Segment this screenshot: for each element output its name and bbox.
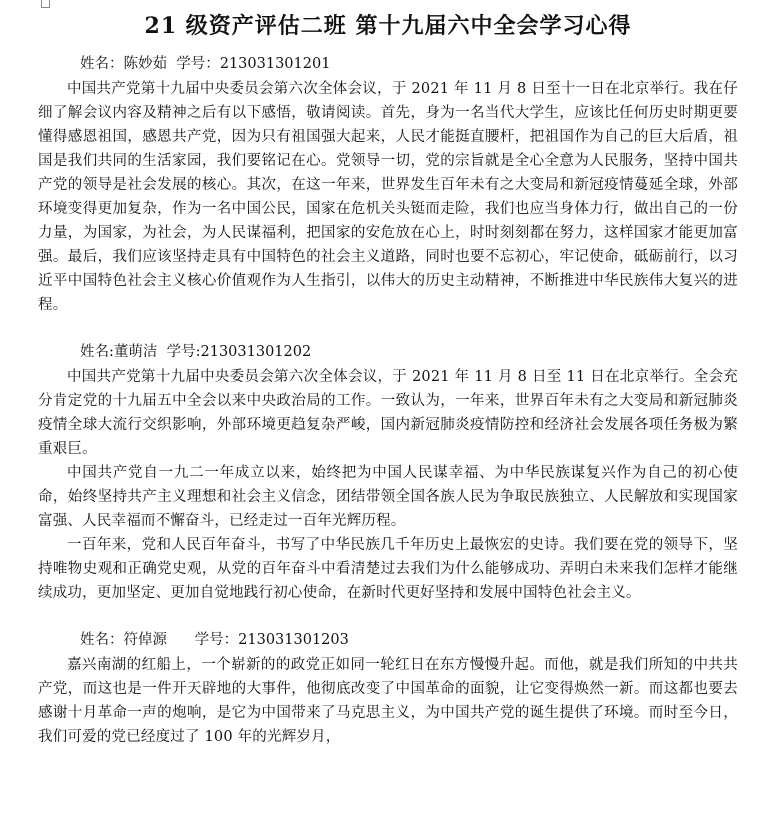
document-title: 21 级资产评估二班 第十九届六中全会学习心得 <box>144 13 632 39</box>
spacer <box>38 605 738 628</box>
entry-2-header: 姓名:董萌洁 学号:213031301202 <box>80 344 312 360</box>
entry-2 <box>38 340 738 605</box>
entry-3 <box>38 628 738 749</box>
entry-3-header: 姓名：符倬源 学号：213031301203 <box>80 632 349 648</box>
document-body <box>38 0 738 749</box>
entry-1 <box>38 52 738 317</box>
entry-2-paragraph-3: 一百年来，党和人民百年奋斗，书写了中华民族几千年历史上最恢宏的史诗。我们要在党的领导下，坚持唯物史观和正确党史观，从党的百年奋斗中看清楚过去我们为什么能够成功、弄明白未来我们怎样才能继续成功，更加坚定、更加自觉地践行初心使命，在新时代更好坚持和发展中国特色社会主义。 <box>38 537 738 601</box>
entry-1-header: 姓名：陈妙茹 学号：213031301201 <box>80 56 331 72</box>
entry-2-paragraph-2: 中国共产党自一九二一年成立以来，始终把为中国人民谋幸福、为中华民族谋复兴作为自己的初心使命，始终坚持共产主义理想和社会主义信念，团结带领全国各族人民为争取民族独立、人民解放和实现国家富强、人民幸福而不懈奋斗，已经走过一百年光辉历程。 <box>38 465 738 529</box>
entry-2-paragraph-1: 中国共产党第十九届中央委员会第六次全体会议，于 2021 年 11 月 8 日至 11 日在北京举行。全会充分肯定党的十九届五中全会以来中央政治局的工作。一致认为，一年来，世界百年未有之大变局和新冠肺炎疫情全球大流行交织影响，外部环境更趋复杂严峻，国内新冠肺炎疫情防控和经济社会发展各项任务极为繁重艰巨。 <box>38 369 738 457</box>
entry-1-paragraph-1: 中国共产党第十九届中央委员会第六次全体会议，于 2021 年 11 月 8 日至十一日在北京举行。我在仔细了解会议内容及精神之后有以下感悟，敬请阅读。首先，身为一名当代大学生，应该比任何历史时期更要懂得感恩祖国，感恩共产党，因为只有祖国强大起来，人民才能挺直腰杆，把祖国作为自己的巨大后盾，祖国是我们共同的生活家园，我们要铭记在心。党领导一切，党的宗旨就是全心全意为人民服务，坚持中国共产党的领导是社会发展的核心。其次，在这一年来，世界发生百年未有之大变局和新冠疫情蔓延全球，外部环境变得更加复杂，作为一名中国公民，国家在危机关头铤而走险，我们也应当身体力行，做出自己的一份力量，为国家，为社会，为人民谋福利，把国家的安危放在心上，时时刻刻都在努力，这样国家才能更加富强。最后，我们应该坚持走具有中国特色的社会主义道路，同时也要不忘初心，牢记使命，砥砺前行，以习近平中国特色社会主义核心价值观作为人生指引，以伟大的历史主动精神，不断推进中华民族伟大复兴的进程。 <box>38 81 738 313</box>
spacer <box>38 317 738 340</box>
entry-3-paragraph-1: 嘉兴南湖的红船上，一个崭新的的政党正如同一轮红日在东方慢慢升起。而他，就是我们所知的中共共产党，而这也是一件开天辟地的大事件，他彻底改变了中国革命的面貌，让它变得焕然一新。而这都也要去感谢十月革命一声的炮响，是它为中国带来了马克思主义，为中国共产党的诞生提供了环境。而时至今日，我们可爱的党已经度过了 100 年的光辉岁月， <box>38 657 738 745</box>
